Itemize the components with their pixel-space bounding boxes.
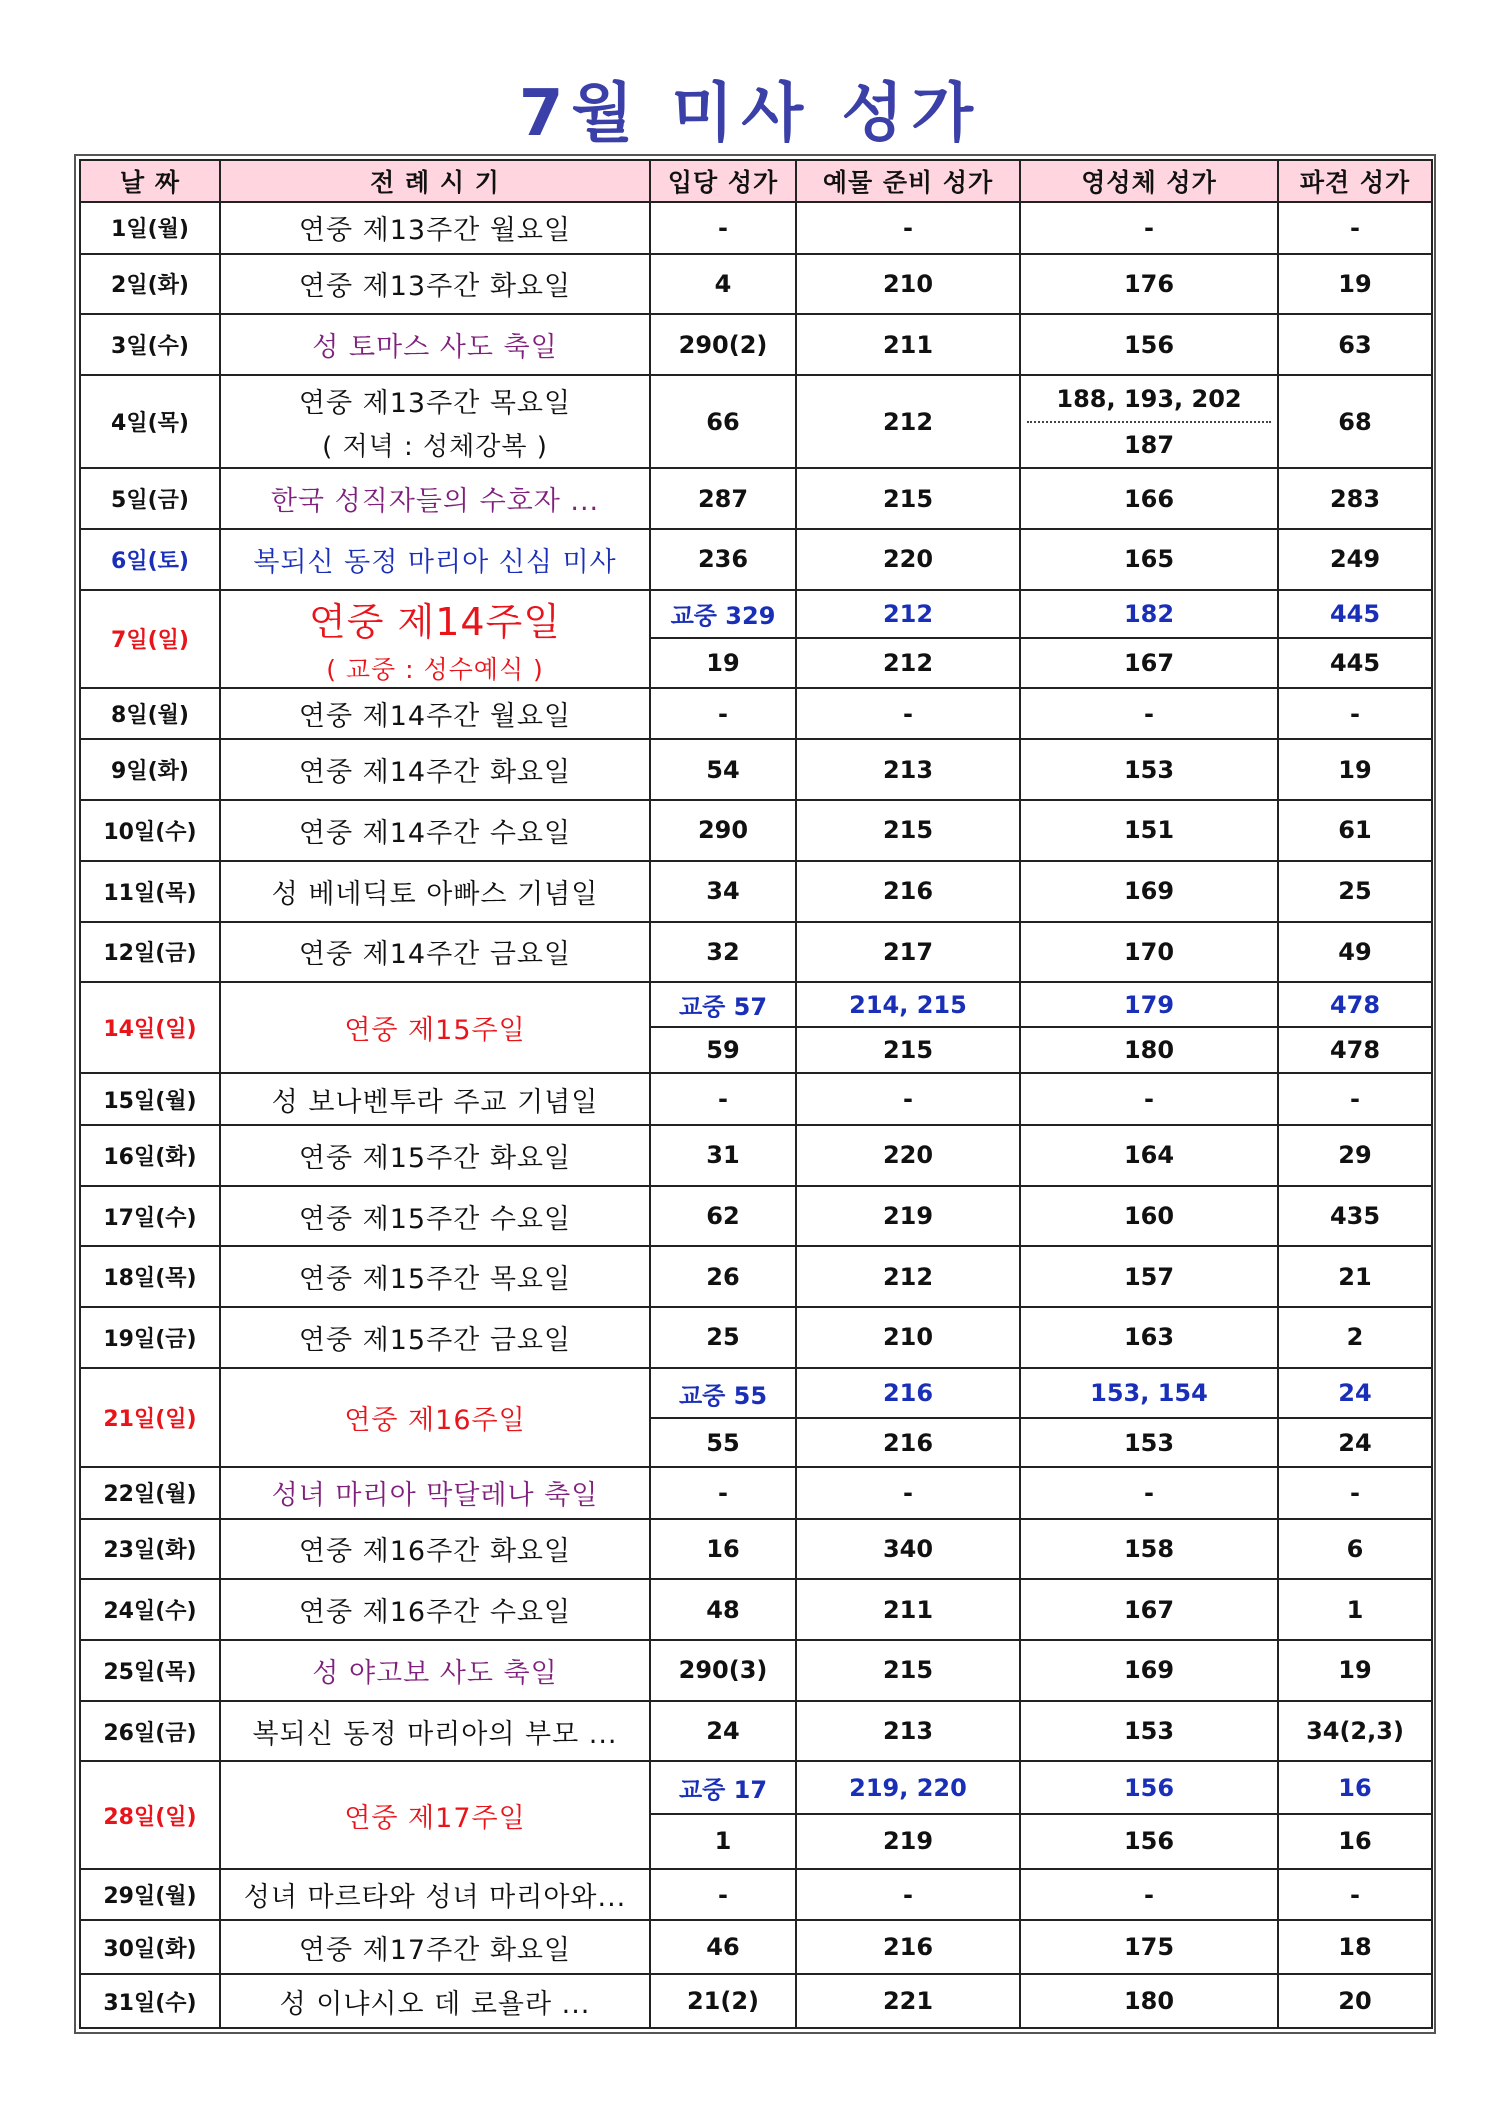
dismissal-cell: 2: [1278, 1307, 1432, 1368]
table-row: [80, 375, 1432, 468]
dismissal-cell: 68: [1278, 375, 1432, 468]
offertory-cell: 210: [796, 1307, 1020, 1368]
entrance-cell: 4: [650, 254, 796, 315]
dismissal-cell: 63: [1278, 314, 1432, 375]
liturgy-cell: [220, 590, 650, 688]
dismissal-cell: 25: [1278, 861, 1432, 922]
offertory-cell-main: 212: [796, 590, 1020, 638]
dismissal-cell: -: [1278, 1869, 1432, 1921]
dismissal-cell: -: [1278, 1467, 1432, 1519]
date-cell: 29일(월): [80, 1869, 220, 1921]
table-row: [80, 314, 1432, 375]
liturgy-cell: 연중 제16주일: [220, 1368, 650, 1467]
table-row: [80, 468, 1432, 529]
table-row: [80, 1307, 1432, 1368]
offertory-cell: 217: [796, 922, 1020, 983]
date-cell: 9일(화): [80, 739, 220, 800]
dismissal-cell: 16: [1278, 1814, 1432, 1869]
dismissal-cell: 19: [1278, 739, 1432, 800]
communion-cell: 180: [1020, 1027, 1278, 1074]
communion-cell: 180: [1020, 1974, 1278, 2028]
offertory-cell: -: [796, 1869, 1020, 1921]
liturgy-cell: 연중 제15주간 수요일: [220, 1186, 650, 1247]
communion-cell: 151: [1020, 800, 1278, 861]
entrance-cell: -: [650, 688, 796, 740]
date-cell: 23일(화): [80, 1519, 220, 1580]
liturgy-cell: 성 야고보 사도 축일: [220, 1640, 650, 1701]
liturgy-cell: [220, 375, 650, 468]
date-cell: 18일(목): [80, 1246, 220, 1307]
communion-cell: 165: [1020, 529, 1278, 590]
dismissal-cell: -: [1278, 202, 1432, 254]
entrance-cell: 34: [650, 861, 796, 922]
dismissal-cell: 61: [1278, 800, 1432, 861]
entrance-cell: 62: [650, 1186, 796, 1247]
communion-cell: -: [1020, 1467, 1278, 1519]
table-row: [80, 202, 1432, 254]
entrance-cell: 21(2): [650, 1974, 796, 2028]
table-row: [80, 1920, 1432, 1974]
table-row: [80, 1073, 1432, 1125]
table-row: [80, 1869, 1432, 1921]
communion-cell: 169: [1020, 1640, 1278, 1701]
table-row: [80, 1974, 1432, 2028]
table-row-sunday-top: [80, 982, 1432, 1027]
offertory-cell: -: [796, 202, 1020, 254]
date-cell: 22일(월): [80, 1467, 220, 1519]
table-row: [80, 1246, 1432, 1307]
offertory-cell: 215: [796, 800, 1020, 861]
table-row: [80, 1640, 1432, 1701]
date-cell: 16일(화): [80, 1125, 220, 1186]
entrance-cell: 54: [650, 739, 796, 800]
entrance-cell: 59: [650, 1027, 796, 1074]
table-row: [80, 1467, 1432, 1519]
page-title: 7월 미사 성가: [518, 77, 982, 151]
table-row: [80, 800, 1432, 861]
entrance-cell: 24: [650, 1701, 796, 1762]
table-row-sunday-top: [80, 1761, 1432, 1814]
liturgy-cell: 연중 제17주일: [220, 1761, 650, 1868]
entrance-cell-main: 교중 55: [650, 1368, 796, 1419]
dismissal-cell: 24: [1278, 1418, 1432, 1467]
liturgy-cell: 연중 제15주간 화요일: [220, 1125, 650, 1186]
entrance-cell-main: 교중 329: [650, 590, 796, 638]
liturgy-cell: 연중 제14주간 금요일: [220, 922, 650, 983]
offertory-cell: 215: [796, 1027, 1020, 1074]
offertory-cell: 213: [796, 739, 1020, 800]
table-row: [80, 739, 1432, 800]
date-cell: 25일(목): [80, 1640, 220, 1701]
liturgy-title: 연중 제14주일: [309, 600, 561, 645]
entrance-cell-main: 교중 57: [650, 982, 796, 1027]
communion-cell: 153: [1020, 739, 1278, 800]
offertory-cell: 212: [796, 1246, 1020, 1307]
table-row: [80, 254, 1432, 315]
offertory-cell: 213: [796, 1701, 1020, 1762]
liturgy-cell: 복되신 동정 마리아 신심 미사: [220, 529, 650, 590]
liturgy-cell: 연중 제15주간 목요일: [220, 1246, 650, 1307]
entrance-cell: 26: [650, 1246, 796, 1307]
date-cell: 4일(목): [80, 375, 220, 468]
entrance-cell: 25: [650, 1307, 796, 1368]
dismissal-cell: 34(2,3): [1278, 1701, 1432, 1762]
date-cell: 14일(일): [80, 982, 220, 1073]
dismissal-cell: 283: [1278, 468, 1432, 529]
dismissal-cell-main: 478: [1278, 982, 1432, 1027]
liturgy-cell: 연중 제16주간 수요일: [220, 1579, 650, 1640]
date-cell: 5일(금): [80, 468, 220, 529]
communion-cell: -: [1020, 1073, 1278, 1125]
liturgy-cell: 연중 제13주간 월요일: [220, 202, 650, 254]
entrance-cell: -: [650, 202, 796, 254]
header-entrance: 입당 성가: [650, 160, 796, 202]
offertory-cell: 210: [796, 254, 1020, 315]
table-row: [80, 688, 1432, 740]
offertory-cell: -: [796, 1467, 1020, 1519]
liturgy-cell: 성 토마스 사도 축일: [220, 314, 650, 375]
dismissal-cell-main: 16: [1278, 1761, 1432, 1814]
liturgy-cell: 연중 제16주간 화요일: [220, 1519, 650, 1580]
date-cell: 26일(금): [80, 1701, 220, 1762]
communion-cell: -: [1020, 1869, 1278, 1921]
dismissal-cell-main: 445: [1278, 590, 1432, 638]
table-row-sunday-top: [80, 590, 1432, 638]
offertory-cell: 216: [796, 1920, 1020, 1974]
date-cell: 15일(월): [80, 1073, 220, 1125]
communion-cell-main: 179: [1020, 982, 1278, 1027]
offertory-cell: -: [796, 1073, 1020, 1125]
liturgy-note: ( 교중 : 성수예식 ): [326, 655, 544, 685]
entrance-cell: 31: [650, 1125, 796, 1186]
dismissal-cell: 49: [1278, 922, 1432, 983]
offertory-cell-main: 219, 220: [796, 1761, 1020, 1814]
dismissal-cell: -: [1278, 688, 1432, 740]
dismissal-cell: 29: [1278, 1125, 1432, 1186]
offertory-cell: 220: [796, 1125, 1020, 1186]
communion-cell-main: 156: [1020, 1761, 1278, 1814]
entrance-cell: 287: [650, 468, 796, 529]
liturgy-title: 연중 제13주간 목요일: [298, 387, 572, 419]
hymn-schedule-table: [79, 159, 1433, 2029]
communion-cell: 167: [1020, 638, 1278, 688]
communion-bottom: 187: [1123, 430, 1175, 459]
date-cell: 12일(금): [80, 922, 220, 983]
entrance-cell: 66: [650, 375, 796, 468]
dismissal-cell: 445: [1278, 638, 1432, 688]
offertory-cell: 211: [796, 314, 1020, 375]
offertory-cell: 221: [796, 1974, 1020, 2028]
dismissal-cell: 435: [1278, 1186, 1432, 1247]
date-cell: 19일(금): [80, 1307, 220, 1368]
entrance-cell: 55: [650, 1418, 796, 1467]
entrance-cell: 236: [650, 529, 796, 590]
communion-top: 188, 193, 202: [1027, 385, 1271, 423]
entrance-cell: -: [650, 1073, 796, 1125]
offertory-cell: 215: [796, 1640, 1020, 1701]
communion-cell: 156: [1020, 1814, 1278, 1869]
offertory-cell: 340: [796, 1519, 1020, 1580]
entrance-cell: -: [650, 1869, 796, 1921]
date-cell: 31일(수): [80, 1974, 220, 2028]
table-row: [80, 1125, 1432, 1186]
communion-cell: 170: [1020, 922, 1278, 983]
dismissal-cell: 19: [1278, 1640, 1432, 1701]
offertory-cell: 216: [796, 1418, 1020, 1467]
date-cell: 6일(토): [80, 529, 220, 590]
offertory-cell-main: 214, 215: [796, 982, 1020, 1027]
offertory-cell: 220: [796, 529, 1020, 590]
header-offertory: 예물 준비 성가: [796, 160, 1020, 202]
entrance-cell: 290: [650, 800, 796, 861]
date-cell: 21일(일): [80, 1368, 220, 1467]
date-cell: 28일(일): [80, 1761, 220, 1868]
communion-cell: 157: [1020, 1246, 1278, 1307]
table-row: [80, 1186, 1432, 1247]
table-row: [80, 529, 1432, 590]
dismissal-cell: 1: [1278, 1579, 1432, 1640]
communion-cell: 163: [1020, 1307, 1278, 1368]
communion-cell: 160: [1020, 1186, 1278, 1247]
table-row: [80, 922, 1432, 983]
header-dismissal: 파견 성가: [1278, 160, 1432, 202]
offertory-cell: 216: [796, 861, 1020, 922]
header-date: 날 짜: [80, 160, 220, 202]
table-row: [80, 1701, 1432, 1762]
date-cell: 3일(수): [80, 314, 220, 375]
liturgy-cell: 연중 제15주간 금요일: [220, 1307, 650, 1368]
liturgy-cell: 연중 제14주간 화요일: [220, 739, 650, 800]
liturgy-cell: 성 베네딕토 아빠스 기념일: [220, 861, 650, 922]
dismissal-cell: 249: [1278, 529, 1432, 590]
liturgy-cell: 연중 제14주간 수요일: [220, 800, 650, 861]
date-cell: 11일(목): [80, 861, 220, 922]
communion-cell: 169: [1020, 861, 1278, 922]
date-cell: 7일(일): [80, 590, 220, 688]
offertory-cell: 219: [796, 1186, 1020, 1247]
communion-cell: 166: [1020, 468, 1278, 529]
liturgy-cell: 성 이냐시오 데 로욜라 ...: [220, 1974, 650, 2028]
liturgy-cell: 연중 제15주일: [220, 982, 650, 1073]
communion-cell: 175: [1020, 1920, 1278, 1974]
dismissal-cell: 19: [1278, 254, 1432, 315]
entrance-cell: 16: [650, 1519, 796, 1580]
date-cell: 8일(월): [80, 688, 220, 740]
liturgy-cell: 연중 제13주간 화요일: [220, 254, 650, 315]
communion-cell: 164: [1020, 1125, 1278, 1186]
table-row-sunday-top: [80, 1368, 1432, 1419]
communion-cell: 176: [1020, 254, 1278, 315]
offertory-cell: -: [796, 688, 1020, 740]
communion-cell-main: 182: [1020, 590, 1278, 638]
header-liturgy: 전 례 시 기: [220, 160, 650, 202]
liturgy-cell: 성녀 마르타와 성녀 마리아와...: [220, 1869, 650, 1921]
offertory-cell: 211: [796, 1579, 1020, 1640]
communion-cell: [1020, 375, 1278, 468]
communion-cell-main: 153, 154: [1020, 1368, 1278, 1419]
communion-cell: 156: [1020, 314, 1278, 375]
entrance-cell: 46: [650, 1920, 796, 1974]
offertory-cell: 219: [796, 1814, 1020, 1869]
dismissal-cell: -: [1278, 1073, 1432, 1125]
entrance-cell: -: [650, 1467, 796, 1519]
liturgy-cell: 복되신 동정 마리아의 부모 ...: [220, 1701, 650, 1762]
dismissal-cell: 6: [1278, 1519, 1432, 1580]
hymn-schedule-frame: [74, 154, 1436, 2034]
date-cell: 2일(화): [80, 254, 220, 315]
liturgy-cell: 성 보나벤투라 주교 기념일: [220, 1073, 650, 1125]
communion-cell: -: [1020, 688, 1278, 740]
entrance-cell: 290(2): [650, 314, 796, 375]
liturgy-cell: 연중 제14주간 월요일: [220, 688, 650, 740]
entrance-cell: 48: [650, 1579, 796, 1640]
dismissal-cell: 478: [1278, 1027, 1432, 1074]
entrance-cell: 290(3): [650, 1640, 796, 1701]
dismissal-cell: 18: [1278, 1920, 1432, 1974]
liturgy-cell: 성녀 마리아 막달레나 축일: [220, 1467, 650, 1519]
offertory-cell: 212: [796, 638, 1020, 688]
entrance-cell: 1: [650, 1814, 796, 1869]
communion-cell: 158: [1020, 1519, 1278, 1580]
dismissal-cell-main: 24: [1278, 1368, 1432, 1419]
dismissal-cell: 20: [1278, 1974, 1432, 2028]
date-cell: 24일(수): [80, 1579, 220, 1640]
entrance-cell-main: 교중 17: [650, 1761, 796, 1814]
header-row: [80, 160, 1432, 202]
offertory-cell: 215: [796, 468, 1020, 529]
date-cell: 10일(수): [80, 800, 220, 861]
offertory-cell-main: 216: [796, 1368, 1020, 1419]
offertory-cell: 212: [796, 375, 1020, 468]
liturgy-note: ( 저녁 : 성체강복 ): [322, 431, 548, 462]
table-row: [80, 861, 1432, 922]
liturgy-cell: 한국 성직자들의 수호자 ...: [220, 468, 650, 529]
date-cell: 1일(월): [80, 202, 220, 254]
entrance-cell: 32: [650, 922, 796, 983]
table-row: [80, 1579, 1432, 1640]
table-row: [80, 1519, 1432, 1580]
communion-cell: 153: [1020, 1701, 1278, 1762]
entrance-cell: 19: [650, 638, 796, 688]
communion-cell: -: [1020, 202, 1278, 254]
header-communion: 영성체 성가: [1020, 160, 1278, 202]
communion-cell: 153: [1020, 1418, 1278, 1467]
date-cell: 30일(화): [80, 1920, 220, 1974]
communion-cell: 167: [1020, 1579, 1278, 1640]
liturgy-cell: 연중 제17주간 화요일: [220, 1920, 650, 1974]
dismissal-cell: 21: [1278, 1246, 1432, 1307]
date-cell: 17일(수): [80, 1186, 220, 1247]
